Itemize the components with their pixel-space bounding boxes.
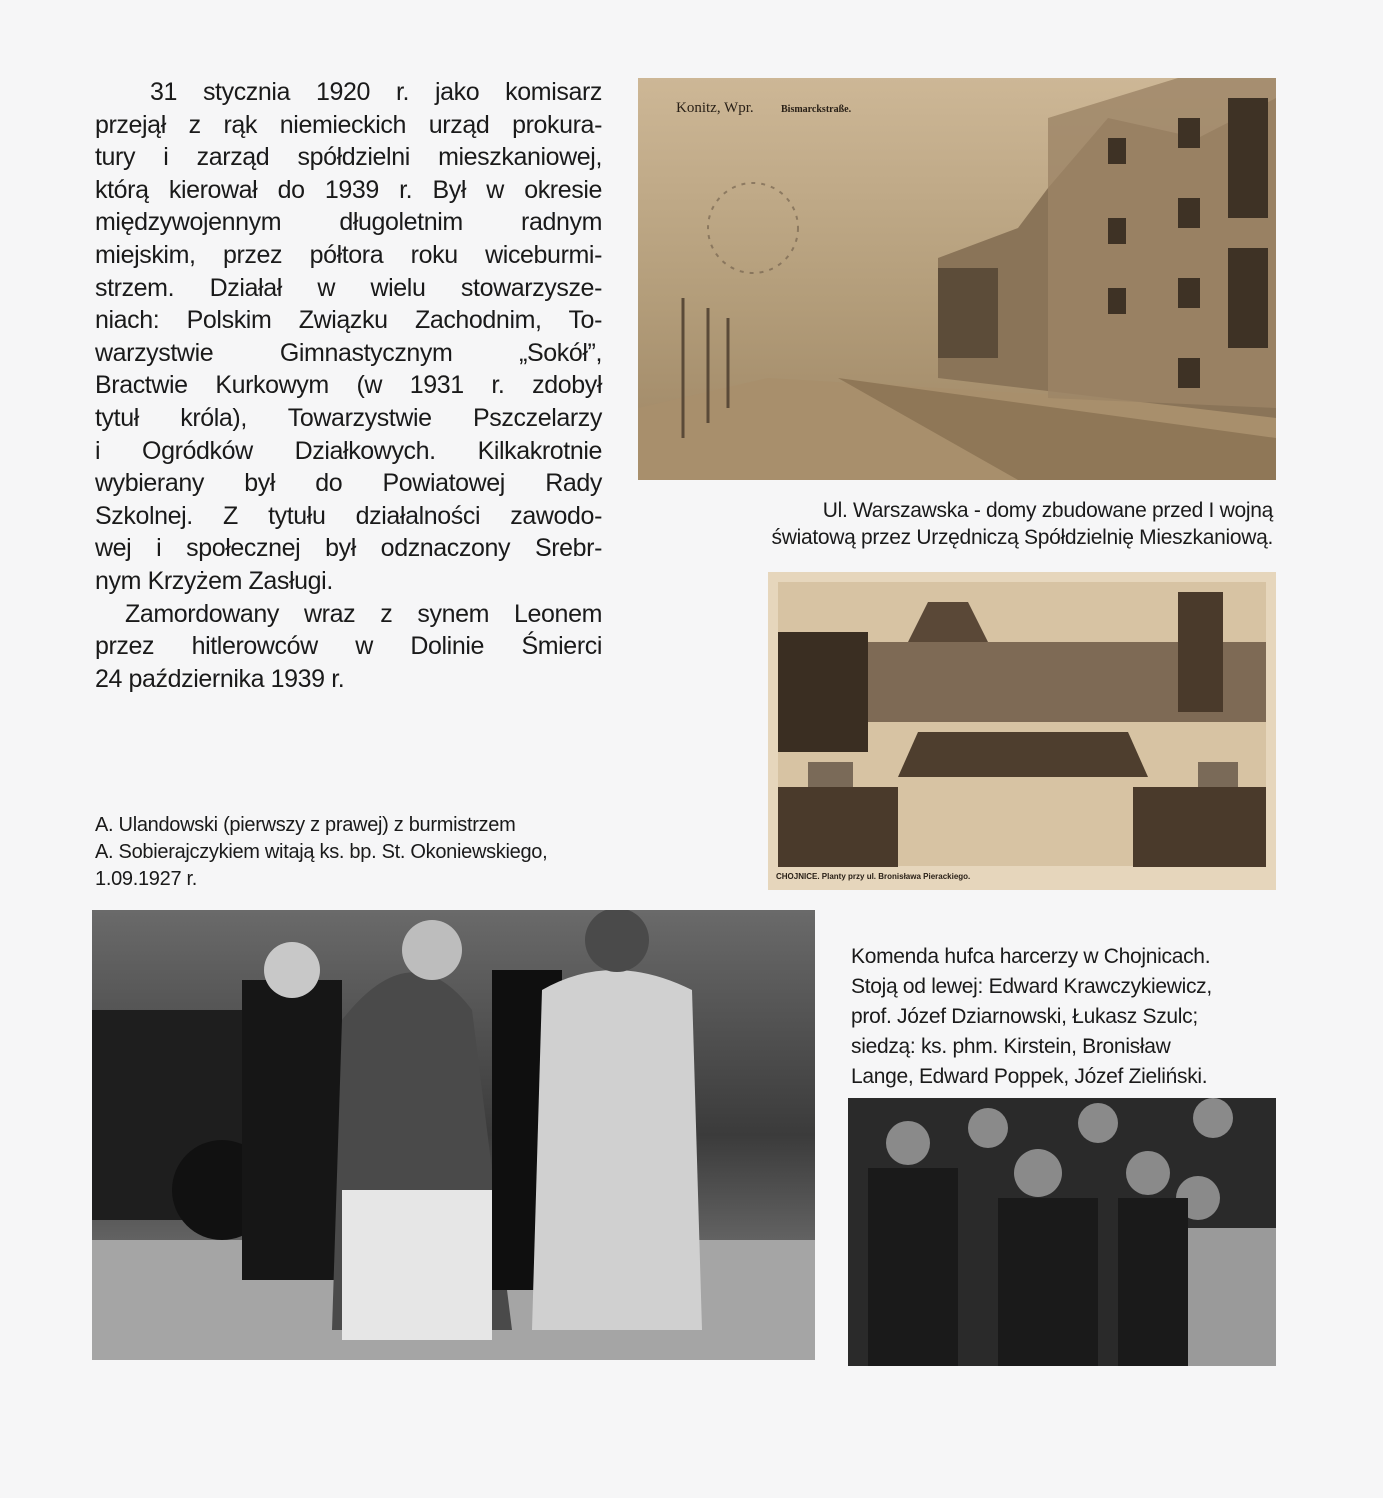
bishop-photo-caption: [95, 812, 547, 893]
text-line: Bractwie Kurkowym (w 1931 r. zdobył: [95, 371, 602, 400]
street-illustration: [638, 78, 1276, 480]
caption-line: siedzą: ks. phm. Kirstein, Bronisław: [851, 1035, 1171, 1058]
caption-line: A. Sobierajczykiem witają ks. bp. St. Okoniewskiego,: [95, 841, 548, 863]
scouts-command-photo: [848, 1098, 1276, 1366]
postcard-printed-street: Bismarckstraße.: [781, 104, 852, 115]
text-line: strzem. Działał w wielu stowarzysze-: [95, 273, 602, 302]
park-illustration: [768, 572, 1276, 890]
caption-line: 1.09.1927 r.: [95, 868, 198, 890]
bishop-welcome-photo: [92, 910, 815, 1360]
body-text: [95, 76, 602, 695]
caption-line: A. Ulandowski (pierwszy z prawej) z burmistrzem: [95, 814, 516, 836]
text-line: przez hitlerowców w Dolinie Śmierci: [95, 632, 602, 661]
text-line: 24 października 1939 r.: [95, 664, 345, 693]
postcard-printed-title: Konitz, Wpr.: [676, 100, 754, 116]
street-postcard-caption: [772, 497, 1273, 551]
text-line: którą kierował do 1939 r. Był w okresie: [95, 175, 602, 204]
text-line: tytuł króla), Towarzystwie Pszczelarzy: [95, 403, 602, 432]
text-line: Zamordowany wraz z synem Leonem: [125, 599, 602, 628]
caption-line: Ul. Warszawska - domy zbudowane przed I wojną: [822, 499, 1273, 522]
text-line: wybierany był do Powiatowej Rady: [95, 469, 602, 498]
caption-line: światową przez Urzędniczą Spółdzielnię Mieszkaniową.: [771, 526, 1273, 549]
text-line: nym Krzyżem Zasługi.: [95, 566, 333, 595]
street-postcard-photo: [638, 78, 1276, 480]
caption-line: Lange, Edward Poppek, Józef Zieliński.: [851, 1065, 1208, 1088]
scouts-photo-caption: [851, 942, 1212, 1092]
caption-line: prof. Józef Dziarnowski, Łukasz Szulc;: [851, 1005, 1198, 1028]
park-postcard-photo: [768, 572, 1276, 890]
scouts-illustration: [848, 1098, 1276, 1366]
caption-line: Stoją od lewej: Edward Krawczykiewicz,: [851, 975, 1212, 998]
text-line: 31 stycznia 1920 r. jako komisarz: [150, 78, 602, 106]
postcard-printed-title: CHOJNICE. Planty przy ul. Bronisława Pierackiego.: [776, 872, 971, 881]
bishop-illustration: [92, 910, 815, 1360]
caption-line: Komenda hufca harcerzy w Chojnicach.: [851, 945, 1211, 968]
text-line: przejął z rąk niemieckich urząd prokura-: [95, 110, 602, 139]
text-line: warzystwie Gimnastycznym „Sokół”,: [95, 338, 602, 367]
text-line: międzywojennym długoletnim radnym: [95, 208, 602, 237]
text-line: tury i zarząd spółdzielni mieszkaniowej,: [95, 143, 602, 172]
text-line: Szkolnej. Z tytułu działalności zawodo-: [95, 501, 602, 530]
text-line: niach: Polskim Związku Zachodnim, To-: [95, 306, 602, 335]
text-line: miejskim, przez półtora roku wiceburmi-: [95, 240, 602, 269]
text-line: wej i społecznej był odznaczony Srebr-: [95, 534, 602, 563]
text-line: i Ogródków Działkowych. Kilkakrotnie: [95, 436, 602, 465]
